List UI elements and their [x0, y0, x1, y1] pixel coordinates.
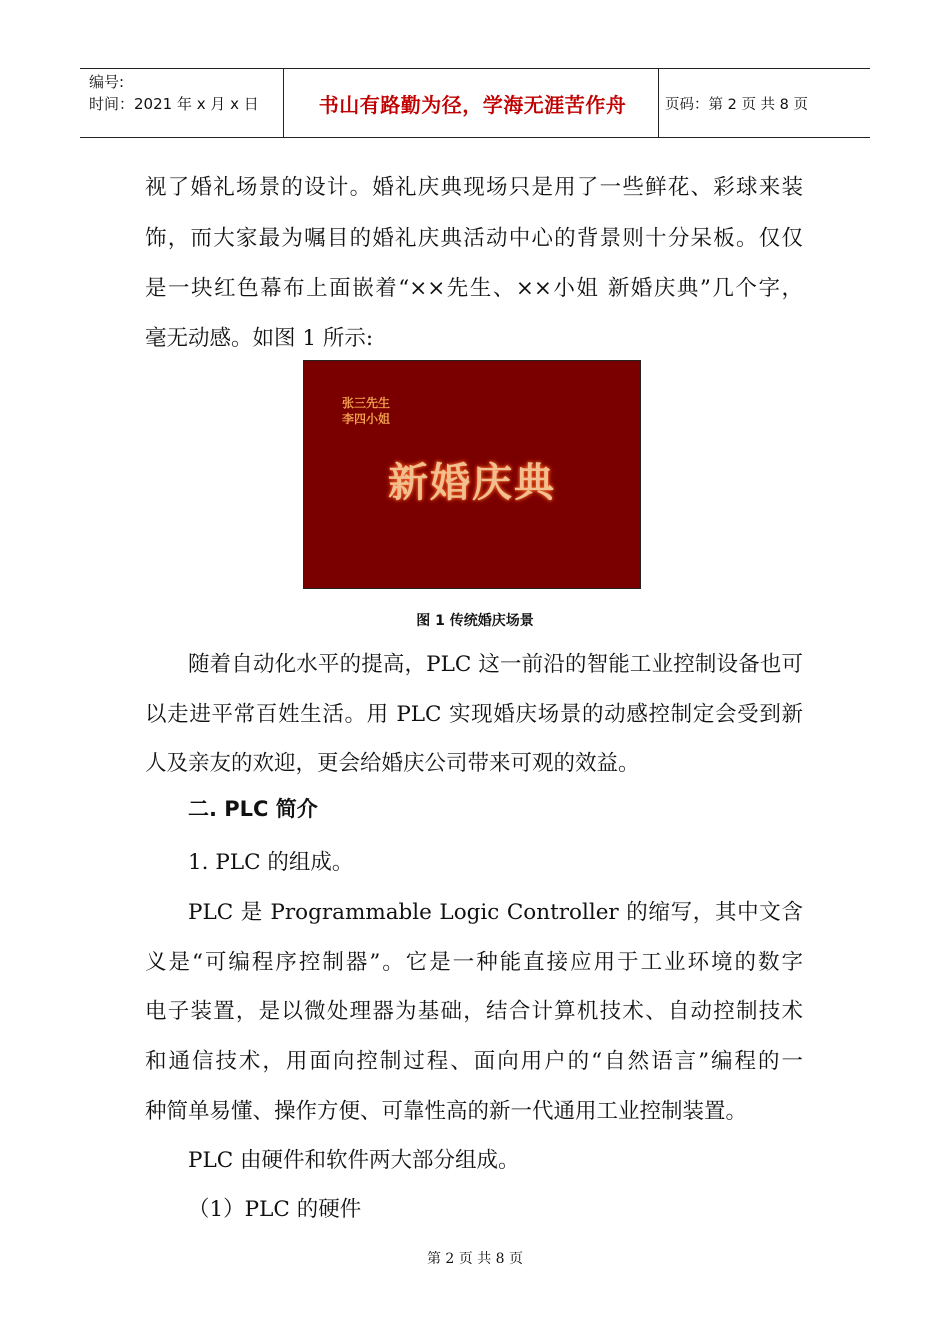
header-page-info: 页码：第 2 页 共 8 页	[665, 96, 808, 113]
header-divider	[658, 69, 659, 137]
paragraph-line: 以走进平常百姓生活。用 PLC 实现婚庆场景的动感控制定会受到新	[145, 702, 803, 727]
paragraph-line: 随着自动化水平的提高，PLC 这一前沿的智能工业控制设备也可	[188, 652, 803, 677]
header-divider	[283, 69, 284, 137]
hardware-heading: （1）PLC 的硬件	[188, 1197, 362, 1222]
header-time: 时间：2021 年 x 月 x 日	[89, 95, 259, 113]
paragraph-line: 毫无动感。如图 1 所示:	[145, 326, 374, 351]
header-number: 编号:	[89, 73, 125, 91]
paragraph-line: 是一块红色幕布上面嵌着“××先生、××小姐 新婚庆典”几个字，	[145, 276, 803, 301]
figure-caption: 图 1 传统婚庆场景	[416, 613, 534, 629]
paragraph-line: 和通信技术，用面向控制过程、面向用户的“自然语言”编程的一	[145, 1049, 803, 1074]
figure-name-bride: 李四小姐	[342, 412, 391, 426]
paragraph-line: 义是“可编程序控制器”。它是一种能直接应用于工业环境的数字	[145, 950, 803, 975]
paragraph-line: 饰，而大家最为嘱目的婚礼庆典活动中心的背景则十分呆板。仅仅	[145, 226, 803, 251]
page-header	[80, 68, 870, 138]
section-heading: 二. PLC 简介	[188, 797, 318, 821]
figure-names	[342, 395, 390, 427]
figure-wedding-scene	[303, 360, 641, 589]
figure-title: 新婚庆典	[388, 459, 556, 506]
paragraph-line: PLC 是 Programmable Logic Controller 的缩写，其中文含	[188, 900, 803, 925]
subheading: 1. PLC 的组成。	[188, 850, 354, 875]
paragraph-line: 人及亲友的欢迎，更会给婚庆公司带来可观的效益。	[145, 751, 640, 776]
paragraph-line: PLC 由硬件和软件两大部分组成。	[188, 1148, 520, 1173]
header-meta	[89, 71, 259, 115]
page-footer: 第 2 页 共 8 页	[426, 1251, 524, 1267]
header-motto: 书山有路勤为径，学海无涯苦作舟	[318, 92, 627, 117]
paragraph-line: 视了婚礼场景的设计。婚礼庆典现场只是用了一些鲜花、彩球来装	[145, 175, 803, 200]
paragraph-line: 电子装置，是以微处理器为基础，结合计算机技术、自动控制技术	[145, 999, 803, 1024]
figure-name-groom: 张三先生	[342, 396, 391, 410]
paragraph-line: 种简单易懂、操作方便、可靠性高的新一代通用工业控制装置。	[145, 1099, 748, 1124]
